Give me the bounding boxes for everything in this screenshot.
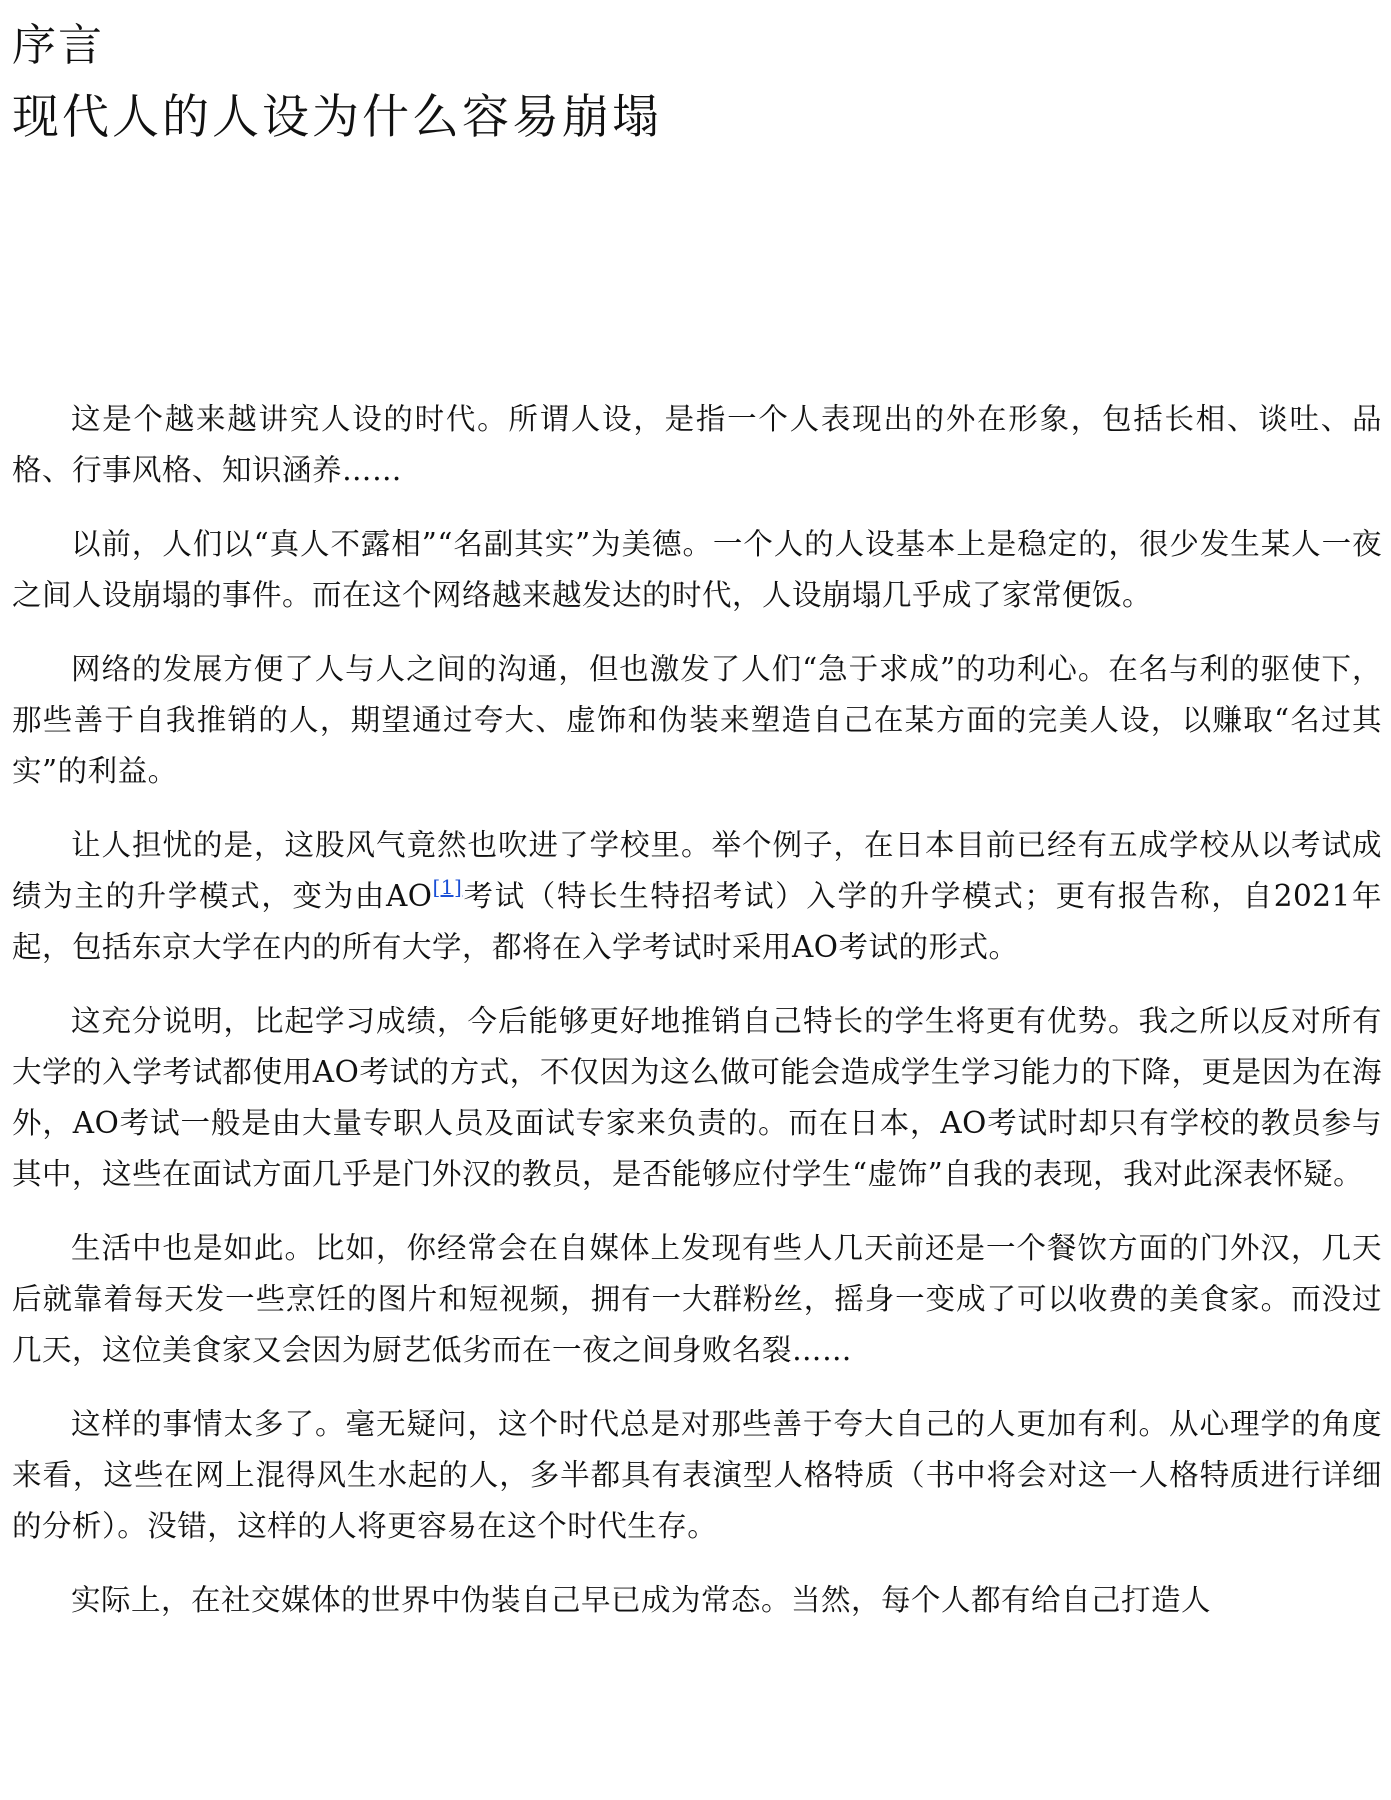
paragraph-7: 这样的事情太多了。毫无疑问，这个时代总是对那些善于夸大自己的人更加有利。从心理学的角度来看，这些在网上混得风生水起的人，多半都具有表演型人格特质（书中将会对这一人格特质进行详细的分析）。没错，这样的人将更容易在这个时代生存。 — [12, 1407, 1382, 1543]
paragraph-5: 这充分说明，比起学习成绩，今后能够更好地推销自己特长的学生将更有优势。我之所以反对所有大学的入学考试都使用AO考试的方式，不仅因为这么做可能会造成学生学习能力的下降，更是因为在海外，AO考试一般是由大量专职人员及面试专家来负责的。而在日本，AO考试时却只有学校的教员参与其中，这些在面试方面几乎是门外汉的教员，是否能够应付学生“虚饰”自我的表现，我对此深表怀疑。 — [12, 1004, 1382, 1191]
paragraph-4 — [12, 820, 1382, 973]
paragraph-8: 实际上，在社交媒体的世界中伪装自己早已成为常态。当然，每个人都有给自己打造人 — [71, 1583, 1212, 1617]
paragraph-2: 以前，人们以“真人不露相”“名副其实”为美德。一个人的人设基本上是稳定的，很少发生某人一夜之间人设崩塌的事件。而在这个网络越来越发达的时代，人设崩塌几乎成了家常便饭。 — [12, 527, 1382, 612]
paragraph-4-part-1: 让人担忧的是，这股风气竟然也吹进了学校里。举个例子，在日本目前已经有五成学校从以考试成绩为主的升学模式，变为由AO — [12, 828, 1382, 913]
chapter-title: 现代人的人设为什么容易崩塌 — [12, 90, 662, 145]
document-page — [12, 0, 1382, 1800]
paragraph-6: 生活中也是如此。比如，你经常会在自媒体上发现有些人几天前还是一个餐饮方面的门外汉，几天后就靠着每天发一些烹饪的图片和短视频，拥有一大群粉丝，摇身一变成了可以收费的美食家。而没过几天，这位美食家又会因为厨艺低劣而在一夜之间身败名裂…… — [12, 1231, 1382, 1367]
paragraph-3: 网络的发展方便了人与人之间的沟通，但也激发了人们“急于求成”的功利心。在名与利的驱使下，那些善于自我推销的人，期望通过夸大、虚饰和伪装来塑造自己在某方面的完美人设，以赚取“名过其实”的利益。 — [12, 652, 1382, 788]
footnote-link[interactable]: [1] — [432, 875, 463, 899]
paragraph-4-part-2: 考试（特长生特招考试）入学的升学模式；更有报告称，自2021年起，包括东京大学在内的所有大学，都将在入学考试时采用AO考试的形式。 — [12, 879, 1382, 964]
paragraph-1: 这是个越来越讲究人设的时代。所谓人设，是指一个人表现出的外在形象，包括长相、谈吐、品格、行事风格、知识涵养…… — [12, 402, 1382, 487]
body-text — [12, 394, 1382, 1649]
chapter-label: 序言 — [12, 20, 104, 71]
